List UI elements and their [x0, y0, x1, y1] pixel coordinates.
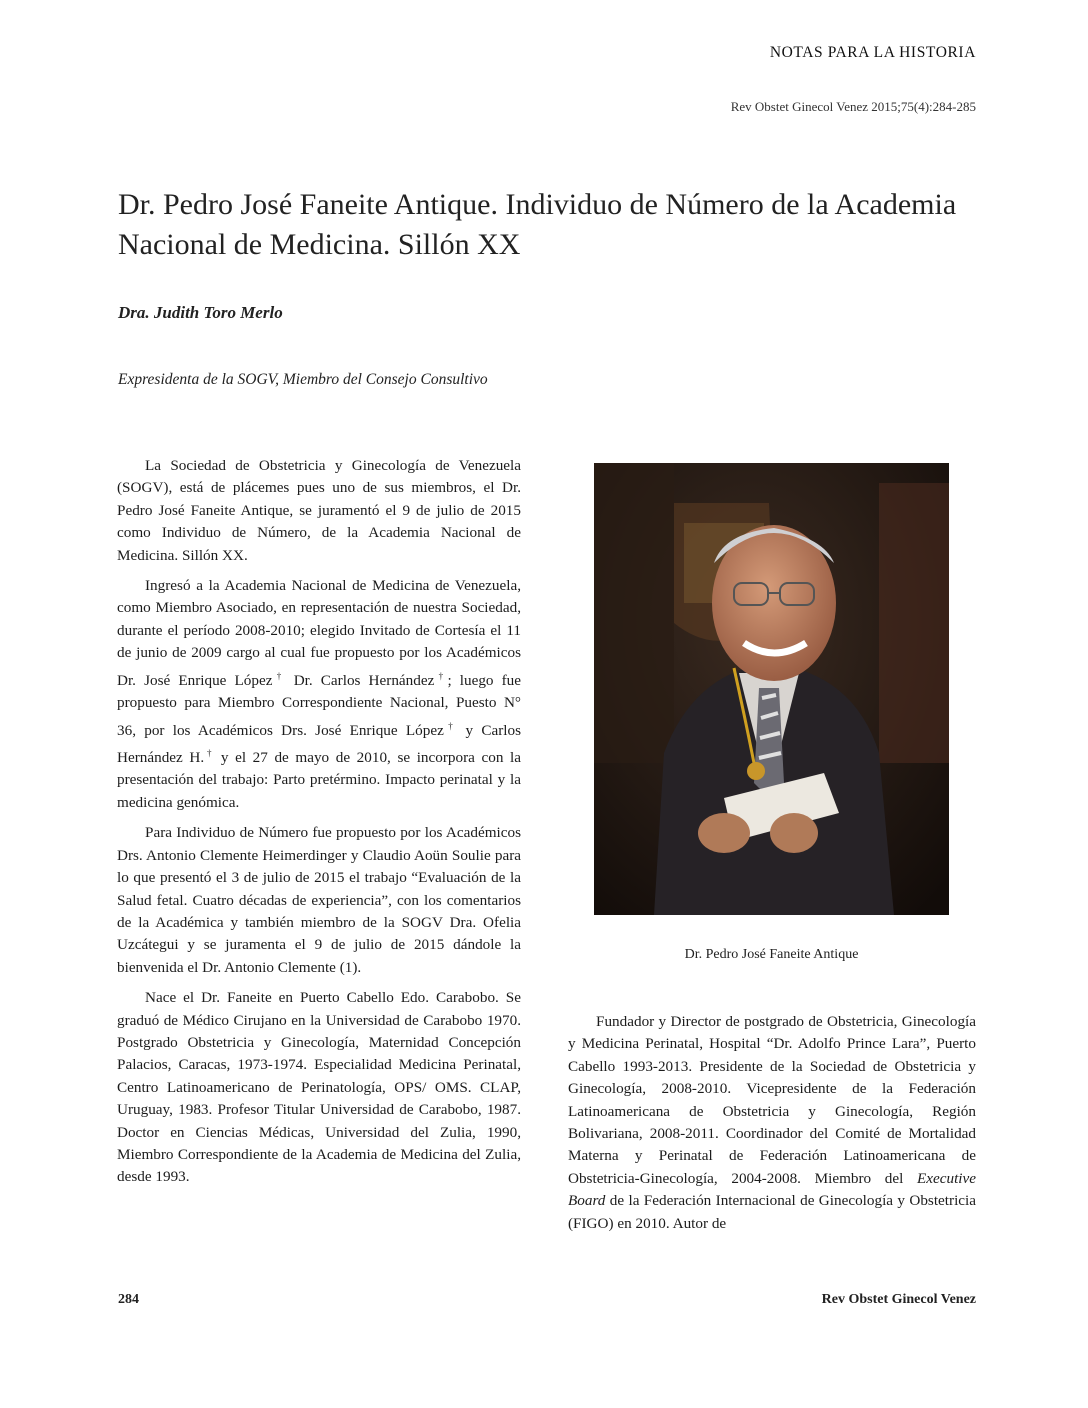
text-run: Fundador y Director de postgrado de Obstetricia, Ginecología y Medicina Perinatal, Hospital “Dr. Adolfo Prince Lara”, Puerto Cabello 1993-2013. Presidente de la Sociedad de Obstetricia y Ginecología, 2008-2010. Vicepresidente de la Federación Latinoamericana de Obstetricia y Ginecología, Región Bolivariana, 2008-2011. Coordinador del Comité de Mortalidad Materna y Perinatal de Federación Latinoamericana de Obstetricia-Ginecología, 2004-2008. Miembro del — [568, 1013, 976, 1187]
page-number: 284 — [118, 1292, 139, 1307]
paragraph — [117, 575, 521, 814]
text-run: y el 27 de mayo de 2010, se incorpora con la presentación del trabajo: Parto pretérmino. Impacto perinatal y la medicina genómica. — [117, 749, 522, 811]
text-run: y Carlos Hernández H. — [117, 721, 521, 767]
emphasis: Executive Board — [568, 1169, 976, 1210]
journal-citation: Rev Obstet Ginecol Venez 2015;75(4):284-285 — [730, 99, 976, 114]
text-run: ; luego fue propuesto para Miembro Correspondiente Nacional, Puesto N° 36, por los Académicos Drs. José Enrique López — [117, 671, 522, 739]
body-column-left — [117, 455, 521, 1197]
paragraph: Nace el Dr. Faneite en Puerto Cabello Edo. Carabobo. Se graduó de Médico Cirujano en la Universidad de Carabobo 1970. Postgrado Obstetricia y Ginecología, Maternidad Concepción Palacios, Caracas, 1973-1974. Especialidad Medicina Perinatal, Centro Latinoamericano de Perinatología, OPS/ OMS. CLAP, Uruguay, 1983. Profesor Titular Universidad de Carabobo, 1987. Doctor en Ciencias Médicas, Universidad del Zulia, 1990, Miembro Correspondiente de la Academia de Medicina del Zulia, desde 1993. — [117, 989, 521, 1186]
paragraph — [568, 1011, 976, 1235]
footer-journal: Rev Obstet Ginecol Venez — [821, 1292, 976, 1307]
article-title: Dr. Pedro José Faneite Antique. Individuo de Número de la Academia Nacional de Medicina. Sillón XX — [118, 188, 957, 261]
dagger-mark: † — [272, 670, 286, 681]
dagger-mark: † — [443, 720, 458, 731]
text-run: Dr. Carlos Hernández — [285, 671, 435, 689]
body-column-right — [568, 1011, 976, 1243]
text-run: de la Federación Internacional de Ginecología y Obstetricia (FIGO) en 2010. Autor de — [568, 1192, 976, 1232]
dagger-mark: † — [434, 670, 448, 681]
section-label: NOTAS PARA LA HISTORIA — [769, 44, 976, 61]
paragraph: Para Individuo de Número fue propuesto por los Académicos Drs. Antonio Clemente Heimerdinger y Claudio Aoün Soulie para lo que presentó el 3 de julio de 2015 el trabajo “Evaluación de la Salud fetal. Cuatro décadas de experiencia”, con los comentarios de la Académica y también miembro de la SOGV Dra. Ofelia Uzcátegui y se juramenta el 9 de julio de 2015 dándole la bienvenida el Dr. Antonio Clemente (1). — [117, 824, 521, 976]
dagger-mark: † — [204, 748, 215, 758]
author-affiliation: Expresidenta de la SOGV, Miembro del Consejo Consultivo — [118, 371, 488, 388]
portrait-illustration — [594, 463, 949, 915]
text-run: Ingresó a la Academia Nacional de Medicina de Venezuela, como Miembro Asociado, en representación de nuestra Sociedad, durante el período 2008-2010; elegido Invitado de Cortesía el 11 de junio de 2009 cargo al cual fue propuesto por los Académicos Dr. José Enrique López — [117, 577, 521, 689]
author-name: Dra. Judith Toro Merlo — [118, 303, 283, 322]
portrait-photo — [594, 463, 949, 915]
photo-caption: Dr. Pedro José Faneite Antique — [684, 947, 859, 962]
paragraph: La Sociedad de Obstetricia y Ginecología de Venezuela (SOGV), está de plácemes pues uno de sus miembros, el Dr. Pedro José Faneite Antique, se juramentó el 9 de julio de 2015 como Individuo de Número, de la Academia Nacional de Medicina. Sillón XX. — [117, 457, 521, 564]
